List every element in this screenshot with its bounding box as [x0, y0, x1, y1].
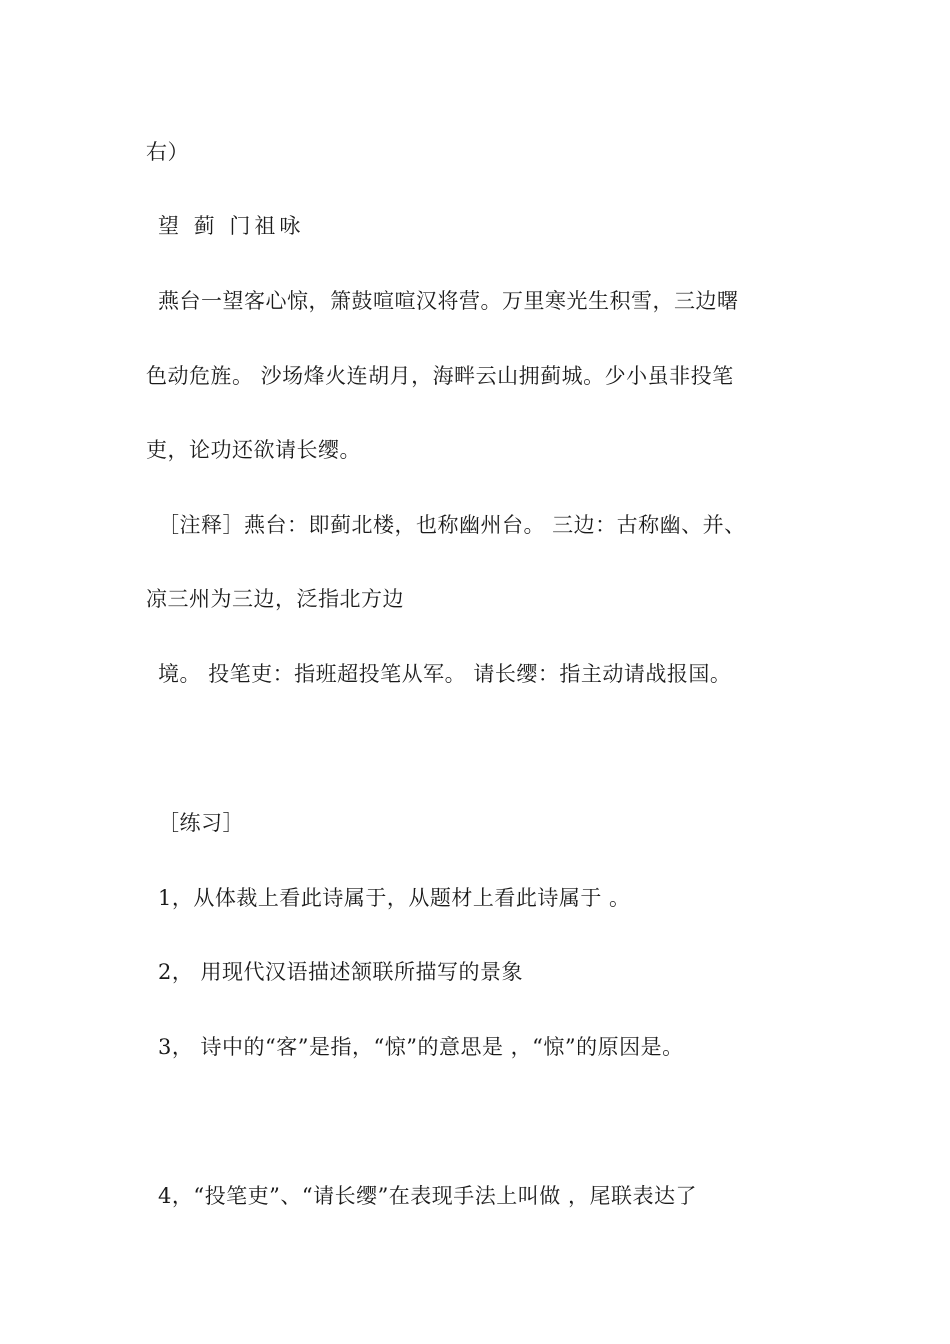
exercise-heading: ［练习］: [158, 811, 244, 835]
poem-line: 色动危旌。 沙场烽火连胡月，海畔云山拥蓟城。少小虽非投笔: [146, 364, 734, 388]
annotation-line: 凉三州为三边，泛指北方边: [146, 587, 404, 611]
poem-title: 望 蓟 门祖咏: [158, 214, 305, 238]
continuation-text: 右）: [146, 140, 189, 164]
question-item: 2， 用现代汉语描述颔联所描写的景象: [158, 960, 524, 984]
annotation-line: ［注释］燕台：即蓟北楼，也称幽州台。 三边：古称幽、并、: [158, 513, 746, 537]
annotation-line: 境。 投笔吏：指班超投笔从军。 请长缨：指主动请战报国。: [158, 662, 732, 686]
question-item: 4，“投笔吏”、“请长缨”在表现手法上叫做 ，尾联表达了: [158, 1184, 697, 1208]
poem-line: 燕台一望客心惊，箫鼓喧喧汉将营。万里寒光生积雪，三边曙: [158, 289, 739, 313]
question-item: 1，从体裁上看此诗属于，从题材上看此诗属于 。: [158, 886, 631, 910]
question-item: 3， 诗中的“客”是指，“惊”的意思是 ，“惊”的原因是。: [158, 1035, 684, 1059]
poem-line: 吏，论功还欲请长缨。: [146, 438, 361, 462]
